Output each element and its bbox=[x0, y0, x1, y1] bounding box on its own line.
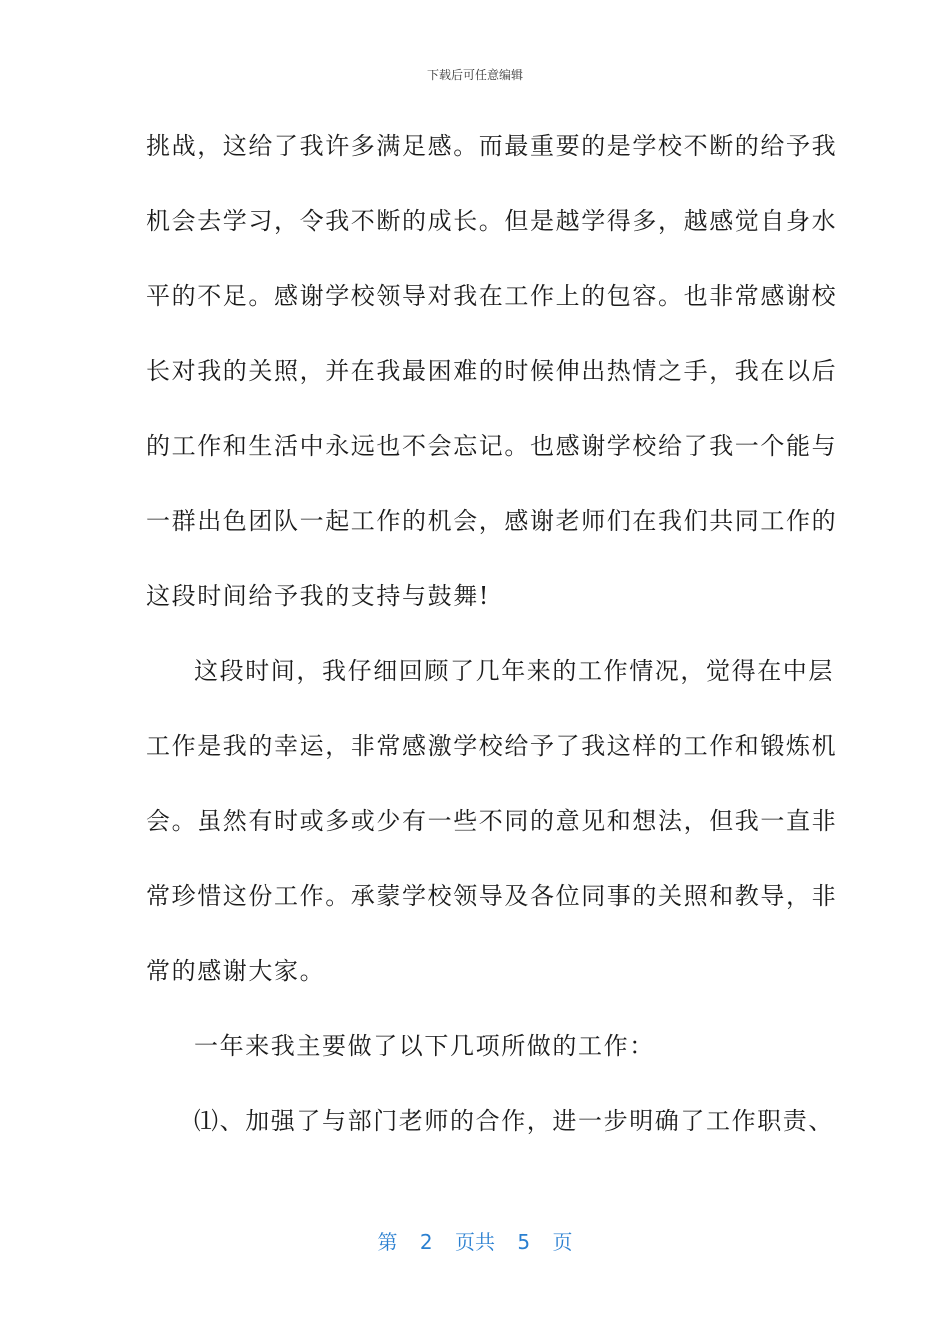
page-footer bbox=[0, 1226, 950, 1255]
text-line: 一群出色团队一起工作的机会，感谢老师们在我们共同工作的 bbox=[146, 507, 838, 535]
text-line: 挑战，这给了我许多满足感。而最重要的是学校不断的给予我 bbox=[146, 132, 838, 160]
page-suffix: 页 bbox=[552, 1230, 573, 1254]
text-line: 机会去学习，令我不断的成长。但是越学得多，越感觉自身水 bbox=[146, 207, 838, 235]
text-line: 工作是我的幸运，非常感激学校给予了我这样的工作和锻炼机 bbox=[146, 732, 838, 760]
paragraph-start-line: 这段时间，我仔细回顾了几年来的工作情况，觉得在中层 bbox=[194, 657, 834, 685]
text-line: 常珍惜这份工作。承蒙学校领导及各位同事的关照和教导，非 bbox=[146, 882, 838, 910]
text-line: 常的感谢大家。 bbox=[146, 957, 326, 985]
text-line: 这段时间给予我的支持与鼓舞! bbox=[146, 582, 491, 610]
document-body bbox=[146, 120, 838, 1170]
page-label: 第 bbox=[377, 1230, 398, 1254]
text-line: 的工作和生活中永远也不会忘记。也感谢学校给了我一个能与 bbox=[146, 432, 838, 460]
paragraph-start-line: 一年来我主要做了以下几项所做的工作： bbox=[194, 1032, 655, 1060]
text-line: 平的不足。感谢学校领导对我在工作上的包容。也非常感谢校 bbox=[146, 282, 838, 310]
page-number: 2 bbox=[419, 1230, 433, 1254]
total-label: 页共 bbox=[455, 1230, 495, 1254]
list-item-line: ⑴、加强了与部门老师的合作，进一步明确了工作职责、 bbox=[194, 1107, 834, 1135]
page-header: 下载后可任意编辑 bbox=[426, 68, 523, 82]
text-line: 长对我的关照，并在我最困难的时候伸出热情之手，我在以后 bbox=[146, 357, 838, 385]
text-line: 会。虽然有时或多或少有一些不同的意见和想法，但我一直非 bbox=[146, 807, 838, 835]
total-pages: 5 bbox=[517, 1230, 531, 1254]
